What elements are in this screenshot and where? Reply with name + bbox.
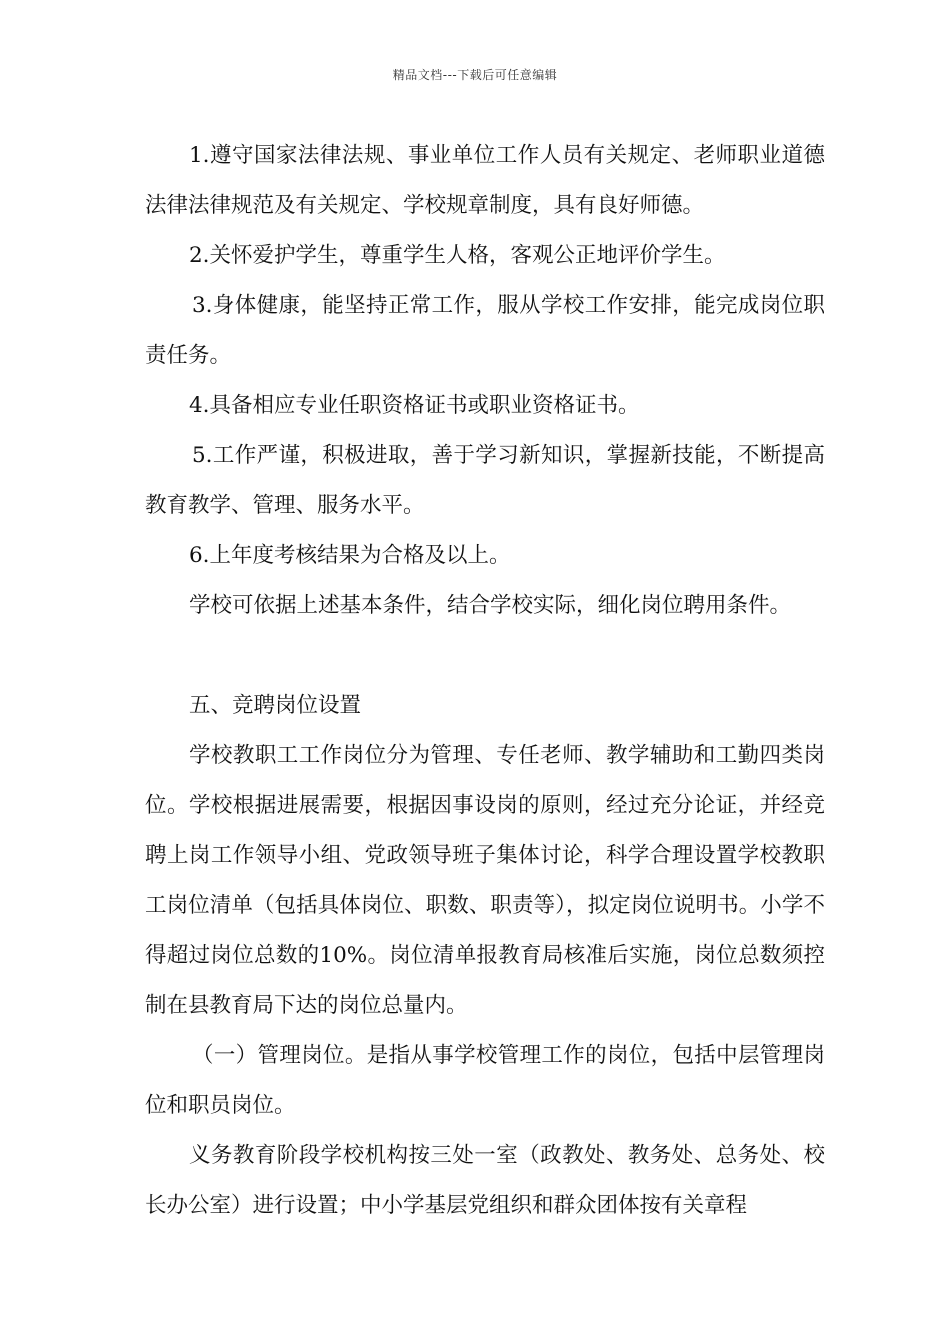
paragraph-condition-6: 6.上年度考核结果为合格及以上。 — [189, 543, 511, 568]
paragraph-condition-3: 3.身体健康，能坚持正常工作，服从学校工作安排，能完成岗位职责任务。 — [145, 293, 825, 368]
page-header: 精品文档---下载后可任意编辑 — [392, 68, 558, 82]
paragraph-condition-1: 1.遵守国家法律法规、事业单位工作人员有关规定、老师职业道德法律法律规范及有关规定、学校规章制度，具有良好师德。 — [145, 143, 825, 218]
paragraph-school-structure: 义务教育阶段学校机构按三处一室（政教处、教务处、总务处、校长办公室）进行设置；中小学基层党组织和群众团体按有关章程 — [145, 1143, 825, 1218]
section-heading: 五、竞聘岗位设置 — [189, 693, 362, 718]
paragraph-condition-2: 2.关怀爱护学生，尊重学生人格，客观公正地评价学生。 — [189, 243, 726, 268]
paragraph-refinement-note: 学校可依据上述基本条件，结合学校实际，细化岗位聘用条件。 — [189, 593, 792, 618]
document-body — [145, 131, 825, 1231]
section-spacer — [145, 631, 825, 681]
paragraph-management-posts: （一）管理岗位。是指从事学校管理工作的岗位，包括中层管理岗位和职员岗位。 — [145, 1043, 825, 1118]
paragraph-condition-4: 4.具备相应专业任职资格证书或职业资格证书。 — [189, 393, 640, 418]
paragraph-post-categories: 学校教职工工作岗位分为管理、专任老师、教学辅助和工勤四类岗位。学校根据进展需要，根据因事设岗的原则，经过充分论证，并经竞聘上岗工作领导小组、党政领导班子集体讨论，科学合理设置学校教职工岗位清单（包括具体岗位、职数、职责等），拟定岗位说明书。小学不得超过岗位总数的10%。岗位清单报教育局核准后实施，岗位总数须控制在县教育局下达的岗位总量内。 — [145, 743, 825, 1018]
paragraph-condition-5: 5.工作严谨，积极进取，善于学习新知识，掌握新技能，不断提高教育教学、管理、服务水平。 — [145, 443, 825, 518]
